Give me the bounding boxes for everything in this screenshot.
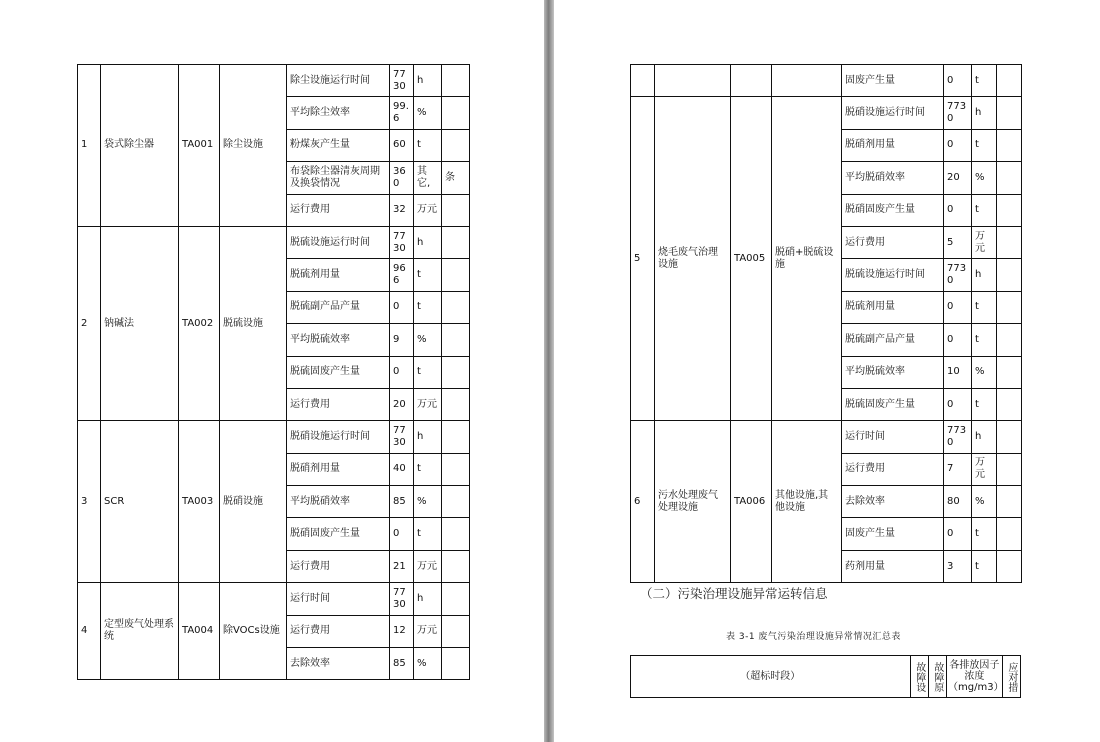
extra-cell bbox=[997, 324, 1022, 356]
extra-cell bbox=[997, 226, 1022, 258]
header-fault-facility: 故障设 bbox=[910, 656, 928, 698]
extra-cell bbox=[442, 226, 470, 258]
extra-cell bbox=[997, 65, 1022, 97]
unit-cell: h bbox=[414, 226, 442, 258]
unit-cell: 万元 bbox=[414, 388, 442, 420]
facility-code: TA006 bbox=[731, 421, 772, 583]
indicator-cell: 去除效率 bbox=[287, 648, 390, 680]
unit-cell: t bbox=[972, 291, 997, 323]
facility-type: 除VOCs设施 bbox=[220, 583, 287, 680]
extra-cell bbox=[442, 388, 470, 420]
unit-cell: % bbox=[972, 486, 997, 518]
unit-cell: t bbox=[972, 388, 997, 420]
value-cell: 7730 bbox=[944, 259, 972, 291]
indicator-cell: 布袋除尘器清灰周期及换袋情况 bbox=[287, 162, 390, 194]
value-cell: 7730 bbox=[390, 583, 414, 615]
extra-cell bbox=[442, 453, 470, 485]
extra-cell bbox=[442, 486, 470, 518]
facility-name: 烧毛废气治理设施 bbox=[655, 97, 731, 421]
indicator-cell: 脱硝设施运行时间 bbox=[287, 421, 390, 453]
extra-cell bbox=[442, 356, 470, 388]
facility-number: 4 bbox=[78, 583, 101, 680]
extra-cell bbox=[442, 648, 470, 680]
facility-type: 脱硫设施 bbox=[220, 226, 287, 420]
indicator-cell: 脱硫副产品产量 bbox=[287, 291, 390, 323]
value-cell: 60 bbox=[390, 129, 414, 161]
facility-name: 袋式除尘器 bbox=[101, 65, 179, 227]
facility-name: 定型废气处理系统 bbox=[101, 583, 179, 680]
value-cell: 7730 bbox=[944, 97, 972, 129]
table-row bbox=[78, 583, 470, 615]
extra-cell bbox=[997, 518, 1022, 550]
unit-cell: 其它, bbox=[414, 162, 442, 194]
indicator-cell: 去除效率 bbox=[842, 486, 944, 518]
indicator-cell: 运行费用 bbox=[842, 453, 944, 485]
header-response: 应对措 bbox=[1002, 656, 1020, 698]
extra-cell bbox=[442, 65, 470, 97]
facility-code: TA002 bbox=[179, 226, 220, 420]
indicator-cell: 固废产生量 bbox=[842, 65, 944, 97]
extra-cell bbox=[997, 97, 1022, 129]
value-cell: 0 bbox=[944, 194, 972, 226]
section-title: （二）污染治理设施异常运转信息 bbox=[640, 586, 828, 601]
table-row bbox=[78, 421, 470, 453]
extra-cell bbox=[442, 324, 470, 356]
indicator-cell: 脱硫剂用量 bbox=[287, 259, 390, 291]
unit-cell: 万元 bbox=[414, 615, 442, 647]
table-caption: 表 3-1 废气污染治理设施异常情况汇总表 bbox=[726, 632, 901, 642]
right-facility-table bbox=[630, 64, 1022, 583]
facility-number: 6 bbox=[631, 421, 655, 583]
indicator-cell: 平均脱硝效率 bbox=[842, 162, 944, 194]
value-cell: 10 bbox=[944, 356, 972, 388]
indicator-cell: 脱硝剂用量 bbox=[842, 129, 944, 161]
facility-name: 钠碱法 bbox=[101, 226, 179, 420]
extra-cell bbox=[442, 97, 470, 129]
header-fault-cause: 故障原 bbox=[928, 656, 946, 698]
facility-code: TA004 bbox=[179, 583, 220, 680]
table-row bbox=[631, 97, 1022, 129]
unit-cell: 万元 bbox=[972, 453, 997, 485]
value-cell: 5 bbox=[944, 226, 972, 258]
unit-cell: 万元 bbox=[972, 226, 997, 258]
table-row bbox=[78, 65, 470, 97]
extra-cell bbox=[997, 194, 1022, 226]
extra-cell: 条 bbox=[442, 162, 470, 194]
unit-cell: 万元 bbox=[414, 194, 442, 226]
unit-cell: t bbox=[414, 291, 442, 323]
indicator-cell: 平均脱硝效率 bbox=[287, 486, 390, 518]
value-cell: 85 bbox=[390, 648, 414, 680]
extra-cell bbox=[997, 486, 1022, 518]
indicator-cell: 平均脱硫效率 bbox=[842, 356, 944, 388]
unit-cell: t bbox=[972, 324, 997, 356]
value-cell: 21 bbox=[390, 550, 414, 582]
unit-cell: % bbox=[414, 324, 442, 356]
indicator-cell: 脱硝固废产生量 bbox=[842, 194, 944, 226]
extra-cell bbox=[997, 129, 1022, 161]
value-cell: 9 bbox=[390, 324, 414, 356]
value-cell: 0 bbox=[944, 129, 972, 161]
indicator-cell: 运行时间 bbox=[842, 421, 944, 453]
facility-code: TA001 bbox=[179, 65, 220, 227]
extra-cell bbox=[442, 129, 470, 161]
value-cell: 20 bbox=[944, 162, 972, 194]
page-divider bbox=[544, 0, 554, 742]
extra-cell bbox=[442, 550, 470, 582]
extra-cell bbox=[442, 194, 470, 226]
value-cell: 0 bbox=[944, 518, 972, 550]
value-cell: 7 bbox=[944, 453, 972, 485]
facility-type: 脱硝+脱硫设施 bbox=[772, 97, 842, 421]
unit-cell: t bbox=[414, 356, 442, 388]
unit-cell: t bbox=[972, 550, 997, 582]
extra-cell bbox=[997, 356, 1022, 388]
value-cell: 7730 bbox=[390, 65, 414, 97]
indicator-cell: 运行费用 bbox=[287, 194, 390, 226]
extra-cell bbox=[997, 388, 1022, 420]
unit-cell: t bbox=[414, 259, 442, 291]
facility-name: 污水处理废气处理设施 bbox=[655, 421, 731, 583]
unit-cell: t bbox=[972, 194, 997, 226]
unit-cell: % bbox=[972, 162, 997, 194]
facility-type: 除尘设施 bbox=[220, 65, 287, 227]
indicator-cell: 脱硝固废产生量 bbox=[287, 518, 390, 550]
extra-cell bbox=[997, 162, 1022, 194]
indicator-cell: 脱硫副产品产量 bbox=[842, 324, 944, 356]
value-cell: 3 bbox=[944, 550, 972, 582]
extra-cell bbox=[442, 518, 470, 550]
right-page bbox=[554, 0, 1100, 742]
value-cell: 7730 bbox=[944, 421, 972, 453]
indicator-cell: 除尘设施运行时间 bbox=[287, 65, 390, 97]
indicator-cell: 粉煤灰产生量 bbox=[287, 129, 390, 161]
extra-cell bbox=[997, 453, 1022, 485]
unit-cell: % bbox=[972, 356, 997, 388]
header-period: （超标时段） bbox=[631, 656, 911, 698]
value-cell: 40 bbox=[390, 453, 414, 485]
indicator-cell: 平均除尘效率 bbox=[287, 97, 390, 129]
extra-cell bbox=[997, 291, 1022, 323]
unit-cell: % bbox=[414, 486, 442, 518]
extra-cell bbox=[442, 421, 470, 453]
unit-cell: 万元 bbox=[414, 550, 442, 582]
unit-cell: h bbox=[414, 65, 442, 97]
extra-cell bbox=[997, 550, 1022, 582]
unit-cell: h bbox=[972, 259, 997, 291]
indicator-cell: 运行费用 bbox=[842, 226, 944, 258]
unit-cell: t bbox=[414, 453, 442, 485]
indicator-cell: 脱硝设施运行时间 bbox=[842, 97, 944, 129]
value-cell: 7730 bbox=[390, 421, 414, 453]
extra-cell bbox=[442, 259, 470, 291]
indicator-cell: 平均脱硫效率 bbox=[287, 324, 390, 356]
left-page bbox=[0, 0, 544, 742]
indicator-cell: 药剂用量 bbox=[842, 550, 944, 582]
value-cell: 0 bbox=[944, 324, 972, 356]
facility-number: 5 bbox=[631, 97, 655, 421]
value-cell: 0 bbox=[390, 356, 414, 388]
facility-number: 3 bbox=[78, 421, 101, 583]
abnormal-summary-table bbox=[630, 655, 1021, 698]
no-cell bbox=[631, 65, 655, 97]
code-cell bbox=[731, 65, 772, 97]
unit-cell: h bbox=[414, 583, 442, 615]
indicator-cell: 脱硫设施运行时间 bbox=[287, 226, 390, 258]
value-cell: 0 bbox=[944, 388, 972, 420]
unit-cell: t bbox=[414, 518, 442, 550]
value-cell: 99.6 bbox=[390, 97, 414, 129]
left-facility-table bbox=[77, 64, 470, 680]
value-cell: 966 bbox=[390, 259, 414, 291]
unit-cell: h bbox=[972, 97, 997, 129]
value-cell: 32 bbox=[390, 194, 414, 226]
facility-number: 2 bbox=[78, 226, 101, 420]
unit-cell: t bbox=[972, 129, 997, 161]
extra-cell bbox=[442, 583, 470, 615]
value-cell: 360 bbox=[390, 162, 414, 194]
value-cell: 85 bbox=[390, 486, 414, 518]
unit-cell: h bbox=[414, 421, 442, 453]
unit-cell: h bbox=[972, 421, 997, 453]
value-cell: 7730 bbox=[390, 226, 414, 258]
facility-number: 1 bbox=[78, 65, 101, 227]
value-cell: 20 bbox=[390, 388, 414, 420]
value-cell: 0 bbox=[944, 291, 972, 323]
indicator-cell: 运行费用 bbox=[287, 388, 390, 420]
value-cell: 80 bbox=[944, 486, 972, 518]
unit-cell: % bbox=[414, 97, 442, 129]
header-concentration: 各排放因子浓度（mg/m3） bbox=[947, 656, 1003, 698]
table-row bbox=[78, 226, 470, 258]
value-cell: 0 bbox=[390, 291, 414, 323]
unit-cell: t bbox=[972, 518, 997, 550]
indicator-cell: 运行费用 bbox=[287, 550, 390, 582]
name-cell bbox=[655, 65, 731, 97]
facility-code: TA005 bbox=[731, 97, 772, 421]
extra-cell bbox=[442, 291, 470, 323]
unit-cell: t bbox=[414, 129, 442, 161]
facility-type: 其他设施,其他设施 bbox=[772, 421, 842, 583]
facility-name: SCR bbox=[101, 421, 179, 583]
indicator-cell: 脱硫剂用量 bbox=[842, 291, 944, 323]
unit-cell: % bbox=[414, 648, 442, 680]
table-row bbox=[631, 65, 1022, 97]
indicator-cell: 脱硫设施运行时间 bbox=[842, 259, 944, 291]
indicator-cell: 运行时间 bbox=[287, 583, 390, 615]
unit-cell: t bbox=[972, 65, 997, 97]
indicator-cell: 固废产生量 bbox=[842, 518, 944, 550]
indicator-cell: 脱硫固废产生量 bbox=[842, 388, 944, 420]
value-cell: 0 bbox=[944, 65, 972, 97]
value-cell: 12 bbox=[390, 615, 414, 647]
extra-cell bbox=[997, 421, 1022, 453]
value-cell: 0 bbox=[390, 518, 414, 550]
type-cell bbox=[772, 65, 842, 97]
table-row bbox=[631, 421, 1022, 453]
indicator-cell: 脱硫固废产生量 bbox=[287, 356, 390, 388]
facility-code: TA003 bbox=[179, 421, 220, 583]
indicator-cell: 脱硝剂用量 bbox=[287, 453, 390, 485]
facility-type: 脱硝设施 bbox=[220, 421, 287, 583]
extra-cell bbox=[997, 259, 1022, 291]
indicator-cell: 运行费用 bbox=[287, 615, 390, 647]
extra-cell bbox=[442, 615, 470, 647]
